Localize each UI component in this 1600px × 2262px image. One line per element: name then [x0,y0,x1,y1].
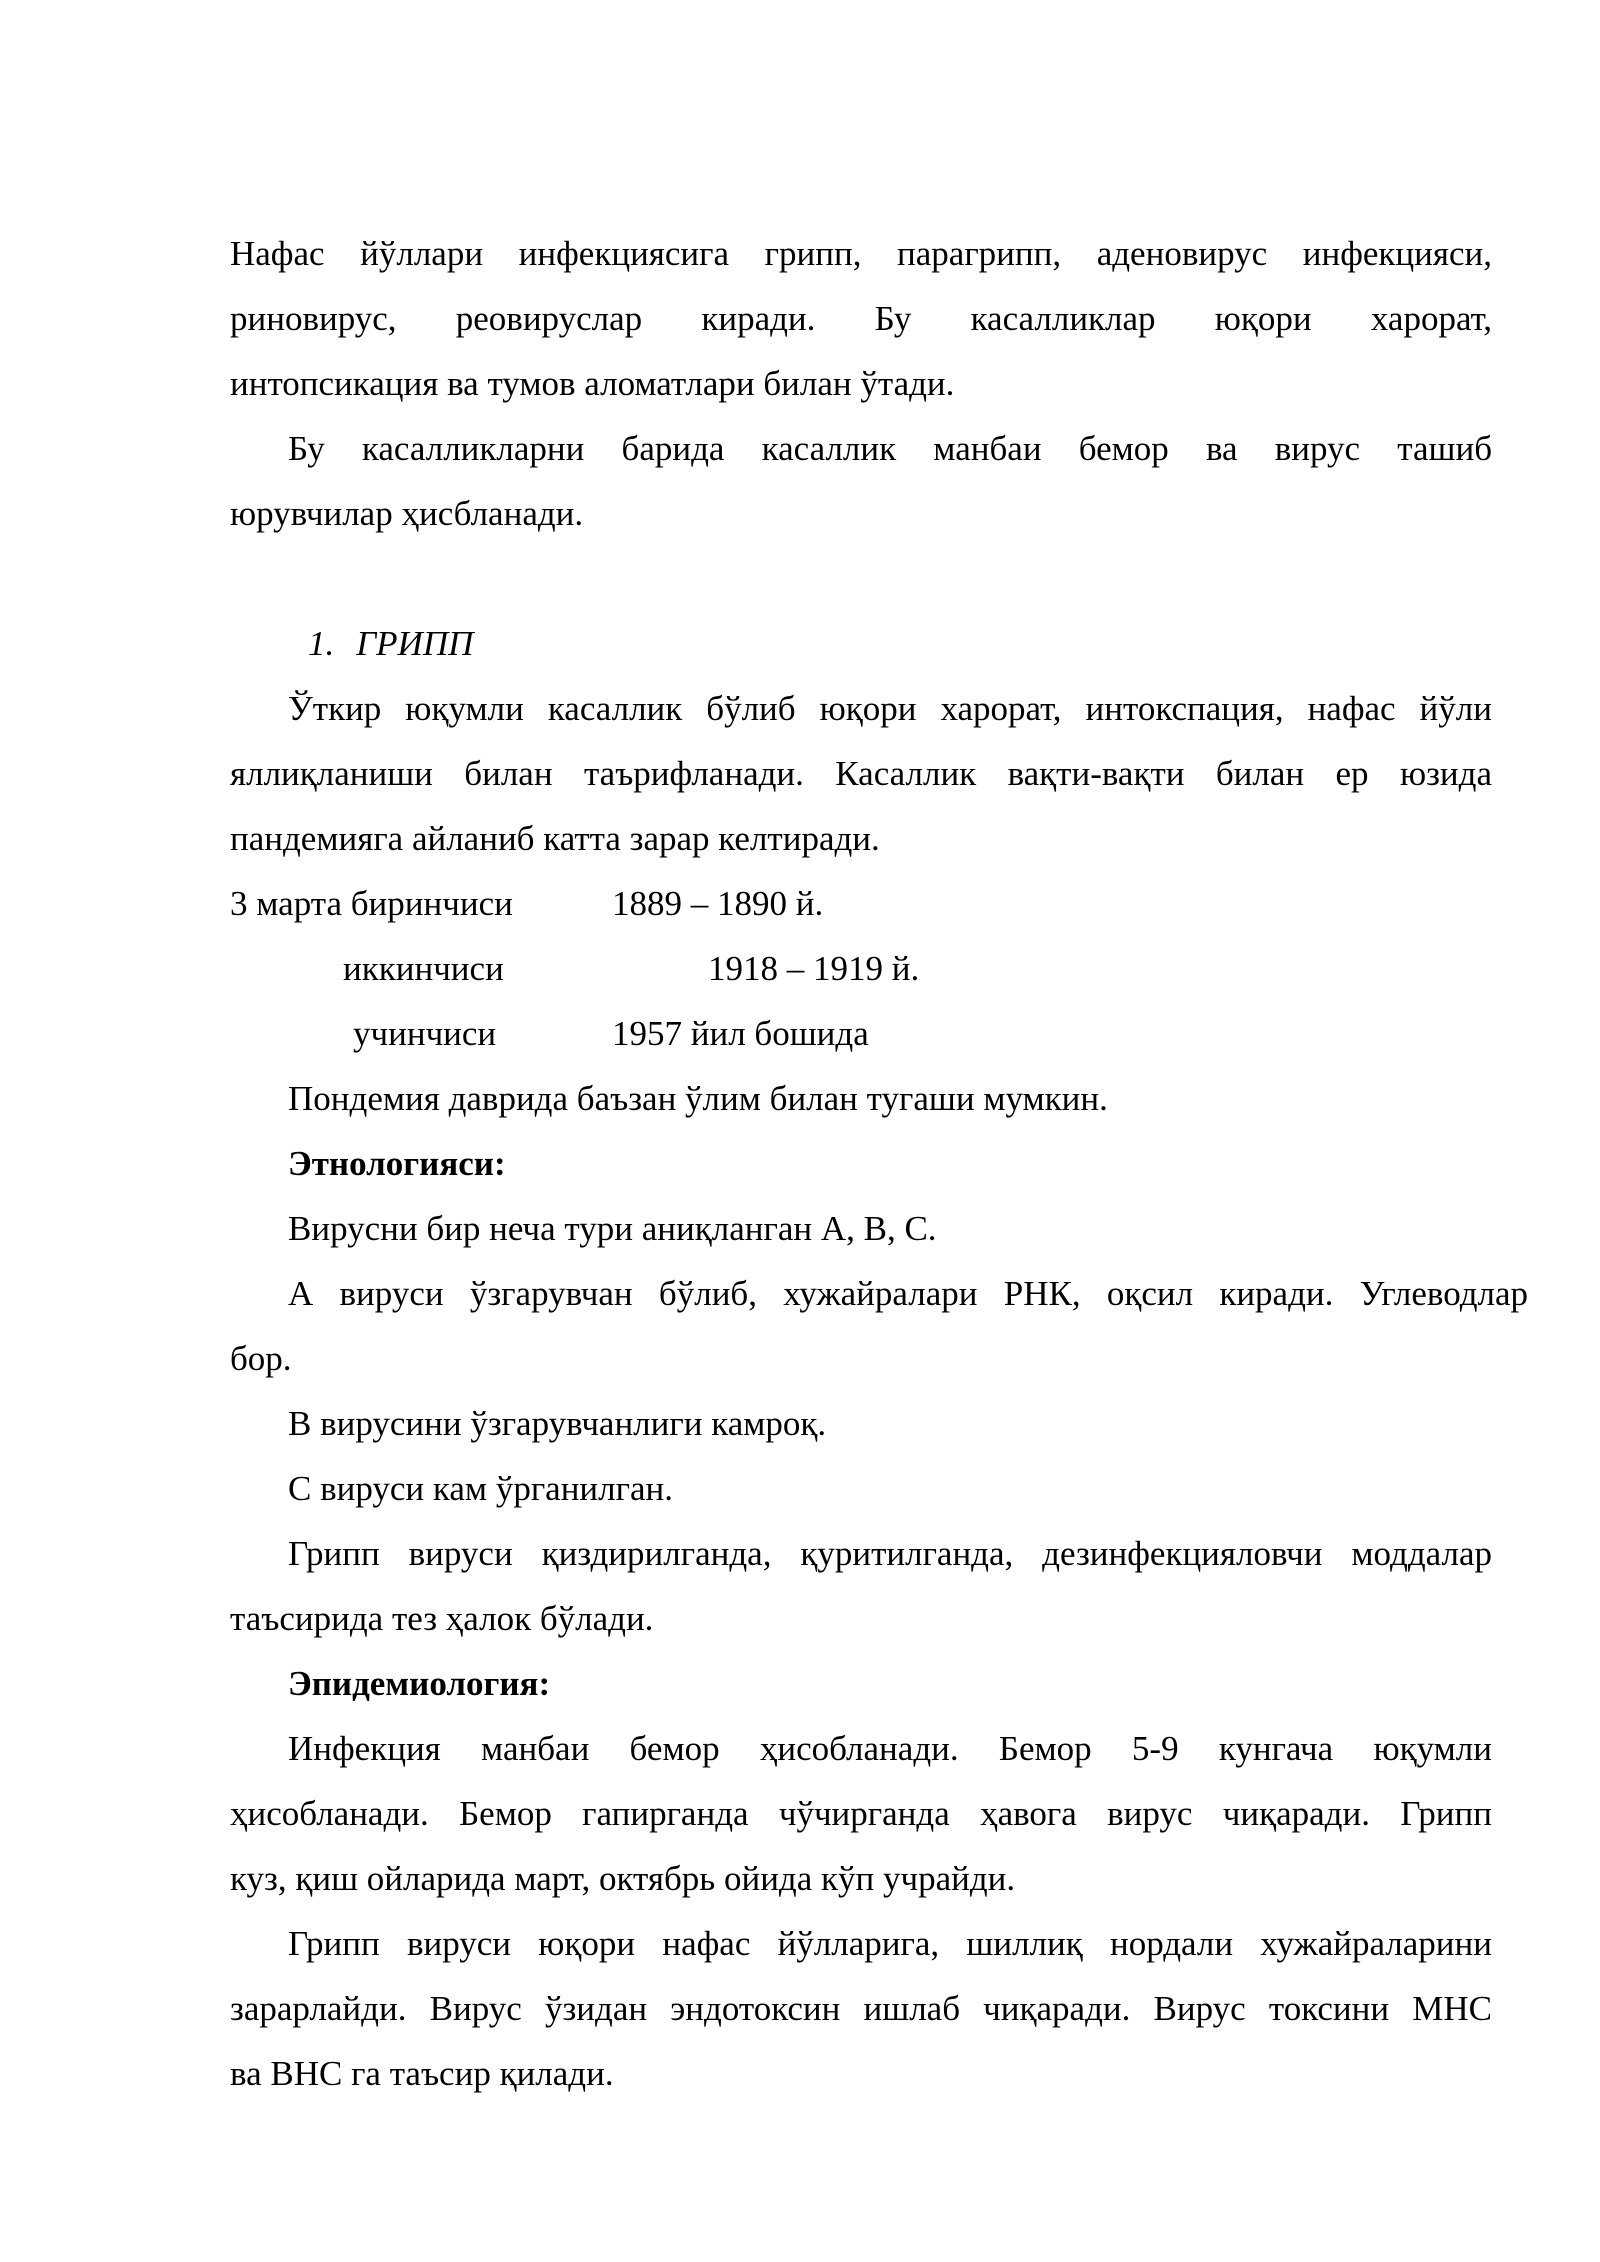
etiology-line-5: С вируси кам ўрганилган. [288,1469,673,1508]
grip-line-1: Ўткир юқумли касаллик бўлиб юқори харорат, интокспация, нафас йўли [288,689,1492,728]
pandemic-years-3: 1957 йил бошида [612,1014,869,1053]
etiology-heading: Этнологияси: [288,1144,506,1183]
grip-line-2: яллиқланиши билан таърифланади. Касаллик вақти-вақти билан ер юзида [230,754,1492,793]
intro-p2-line-2: юрувчилар ҳисбланади. [230,494,584,533]
pandemic-note: Пондемия даврида баъзан ўлим билан тугаши мумкин. [288,1079,1108,1118]
epidemiology-line-2: ҳисобланади. Бемор гапирганда чўчирганда ҳавога вирус чиқаради. Грипп [230,1794,1492,1833]
intro-p2-line-1: Бу касалликларни барида касаллик манбаи бемор ва вирус ташиб [288,429,1492,468]
epidemiology-line-5: зарарлайди. Вирус ўзидан эндотоксин ишлаб чиқаради. Вирус токсини МНС [230,1989,1492,2028]
epidemiology-line-1: Инфекция манбаи бемор ҳисобланади. Бемор 5-9 кунгача юқумли [288,1729,1492,1768]
section-title: ГРИПП [356,624,474,663]
etiology-line-3: бор. [230,1339,292,1378]
pandemic-years-2: 1918 – 1919 й. [708,949,920,988]
pandemic-years-1: 1889 – 1890 й. [612,884,824,923]
epidemiology-line-4: Грипп вируси юқори нафас йўлларига, шиллиқ нордали хужайраларини [288,1924,1492,1963]
section-number: 1. [308,624,335,663]
etiology-line-7: таъсирида тез ҳалок бўлади. [230,1599,654,1638]
etiology-line-4: В вирусини ўзгарувчанлиги камроқ. [288,1404,827,1443]
etiology-line-2: А вируси ўзгарувчан бўлиб, хужайралари РНК, оқсил киради. Углеводлар [288,1274,1528,1313]
intro-line-2: риновирус, реовируслар киради. Бу касалликлар юқори харорат, [230,299,1492,338]
etiology-line-6: Грипп вируси қиздирилганда, қуритилганда, дезинфекцияловчи моддалар [288,1534,1492,1573]
intro-line-3: интопсикация ва тумов аломатлари билан ўтади. [230,364,955,403]
grip-line-3: пандемияга айланиб катта зарар келтиради. [230,819,880,858]
epidemiology-heading: Эпидемиология: [288,1664,551,1703]
intro-line-1: Нафас йўллари инфекциясига грипп, парагрипп, аденовирус инфекцияси, [230,234,1492,273]
pandemic-label-1: 3 марта биринчиси [230,884,513,923]
section-heading [308,626,473,661]
pandemic-label-3: учинчиси [353,1014,497,1053]
etiology-line-1: Вирусни бир неча тури аниқланган А, В, С. [288,1209,937,1248]
epidemiology-line-6: ва ВНС га таъсир қилади. [230,2054,614,2093]
pandemic-label-2: иккинчиси [343,949,504,988]
epidemiology-line-3: куз, қиш ойларида март, октябрь ойида кўп учрайди. [230,1859,1016,1898]
